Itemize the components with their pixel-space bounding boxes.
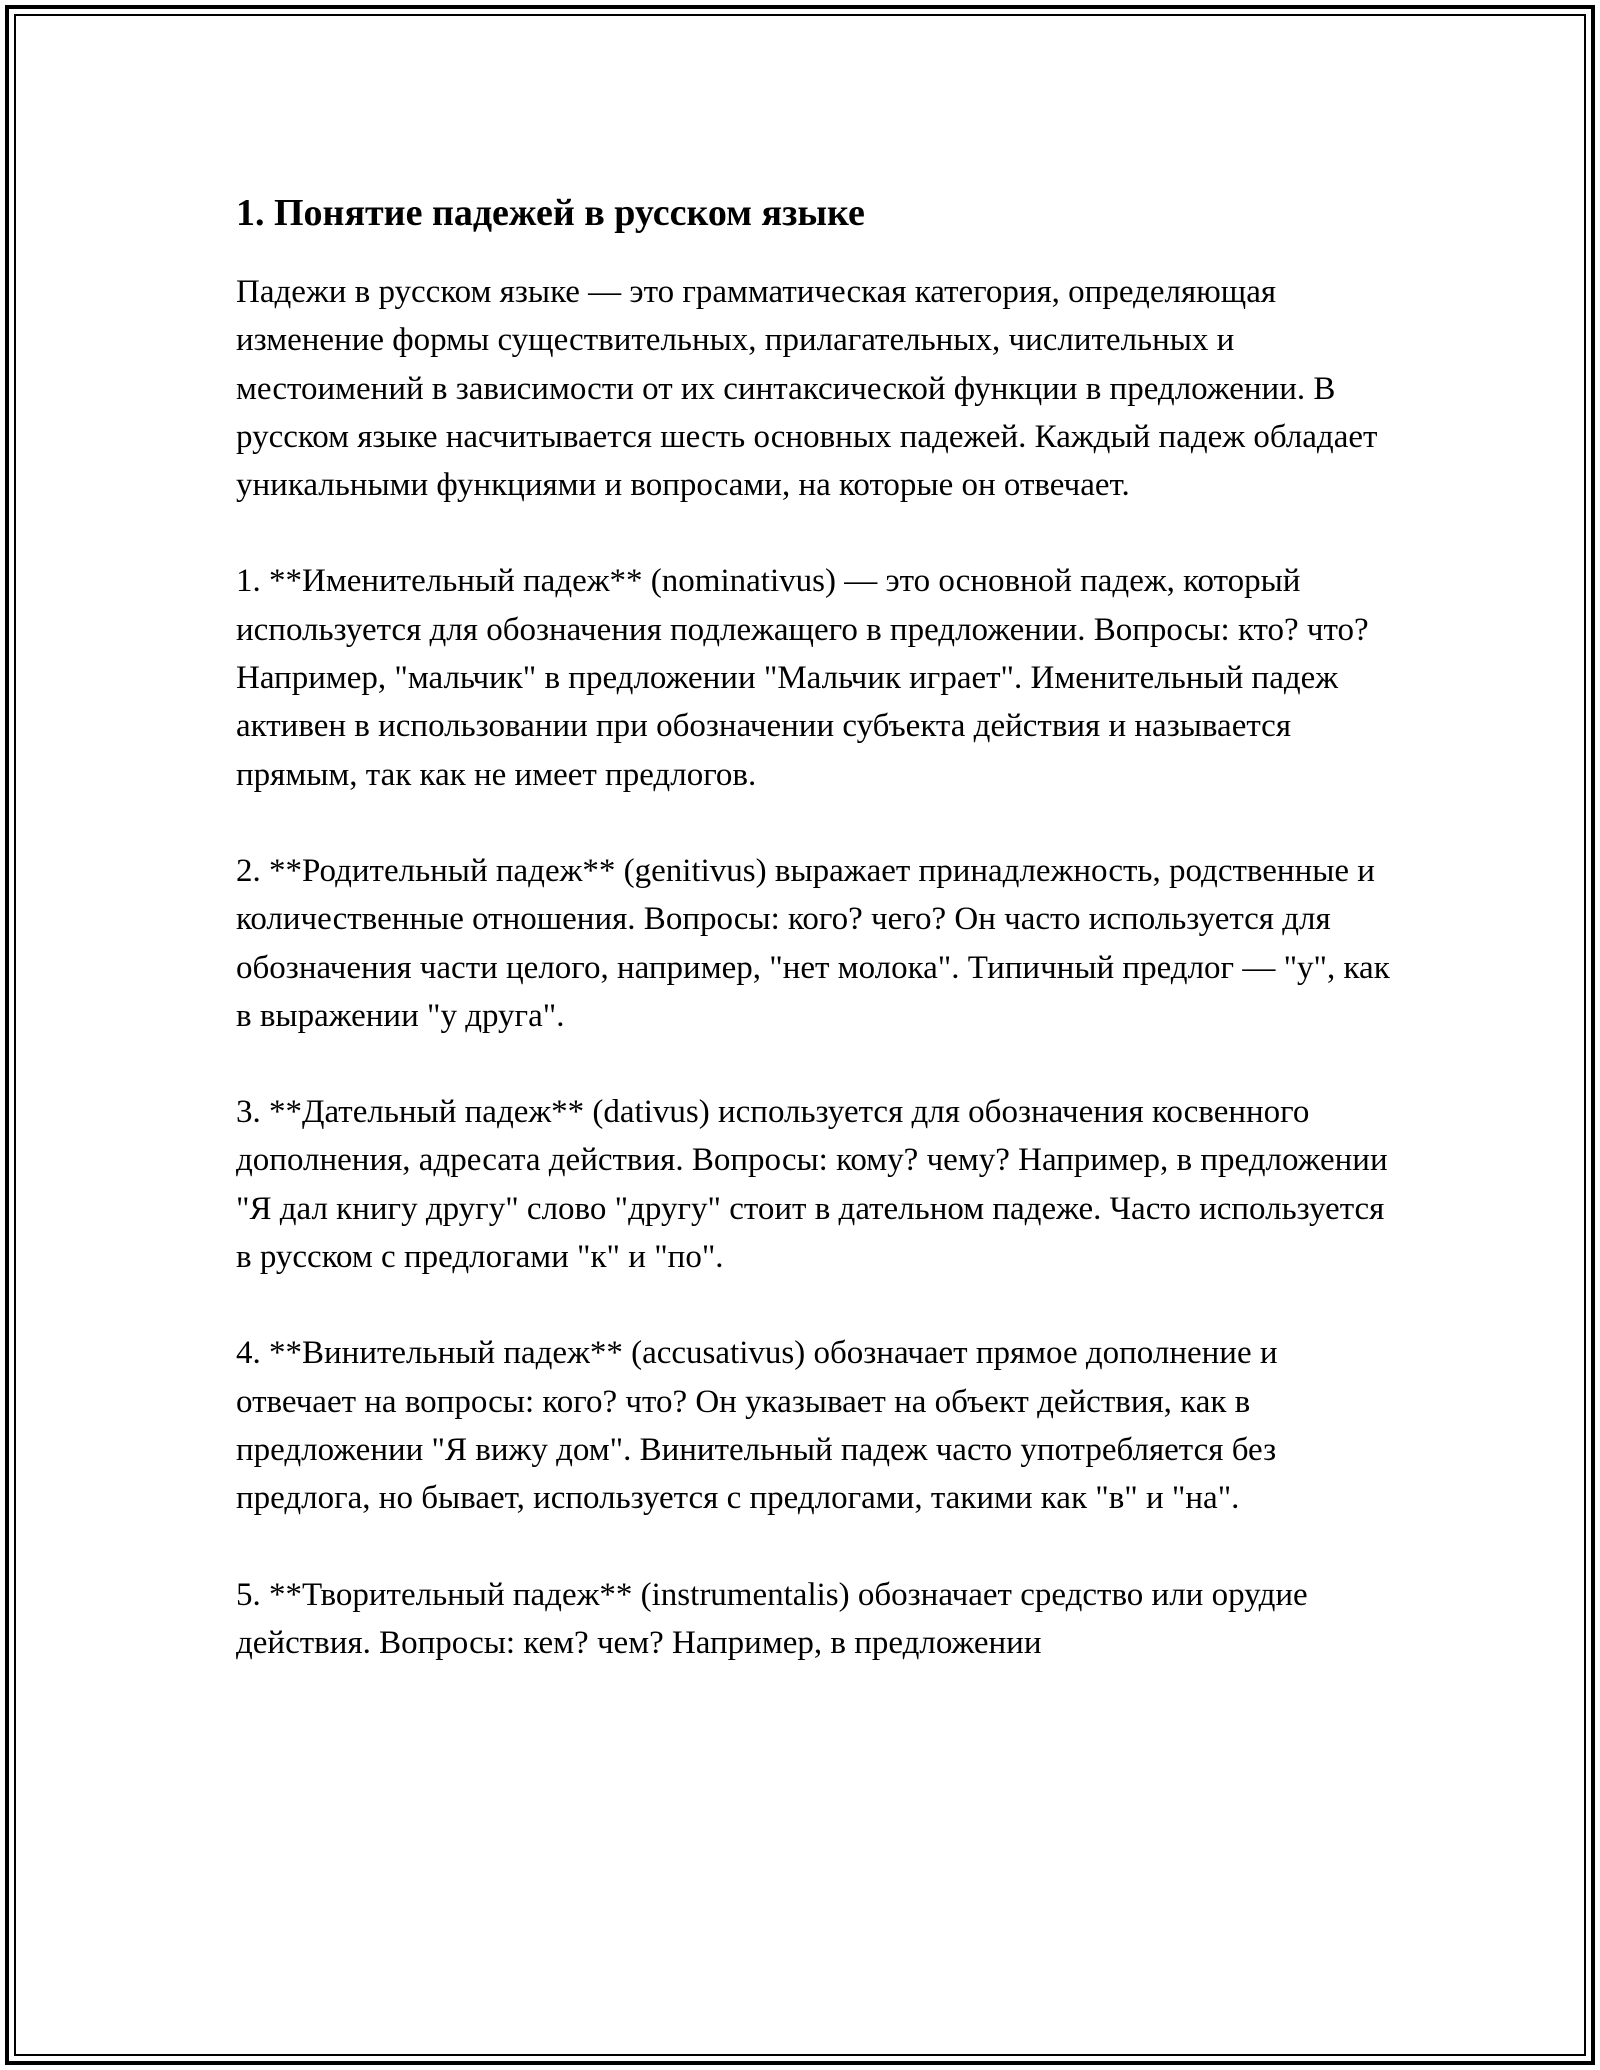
intro-paragraph: Падежи в русском языке — это грамматическая категория, определяющая изменение формы существительных, прилагательных, числительных и местоимений в зависимости от их синтаксической функции в предложении. В русском языке насчитывается шесть основных падежей. Каждый падеж обладает уникальными функциями и вопросами, на которые он отвечает.	[236, 274, 1378, 504]
document-body	[236, 188, 1396, 1715]
paragraph-accusative: 4. **Винительный падеж** (accusativus) обозначает прямое дополнение и отвечает на вопросы: кого? что? Он указывает на объект действия, как в предложении "Я вижу дом". Винительный падеж часто употребляется без предлога, но бывает, используется с предлогами, такими как "в" и "на".	[236, 1335, 1278, 1517]
paragraph-dative: 3. **Дательный падеж** (dativus) используется для обозначения косвенного дополнения, адресата действия. Вопросы: кому? чему? Например, в предложении "Я дал книгу другу" слово "другу" стоит в дательном падеже. Часто используется в русском с предлогами "к" и "по".	[236, 1094, 1388, 1276]
paragraph-genitive: 2. **Родительный падеж** (genitivus) выражает принадлежность, родственные и количественные отношения. Вопросы: кого? чего? Он часто используется для обозначения части целого, например, "нет молока". Типичный предлог — "у", как в выражении "у друга".	[236, 852, 1390, 1034]
paragraph-instrumental: 5. **Творительный падеж** (instrumentalis) обозначает средство или орудие действия. Вопросы: кем? чем? Например, в предложении	[236, 1576, 1308, 1661]
paragraph-nominative: 1. **Именительный падеж** (nominativus) — это основной падеж, который используется для обозначения подлежащего в предложении. Вопросы: кто? что? Например, "мальчик" в предложении "Мальчик играет". Именительный падеж активен в использовании при обозначении субъекта действия и называется прямым, так как не имеет предлогов.	[236, 563, 1369, 793]
section-heading: 1. Понятие падежей в русском языке	[236, 192, 865, 234]
